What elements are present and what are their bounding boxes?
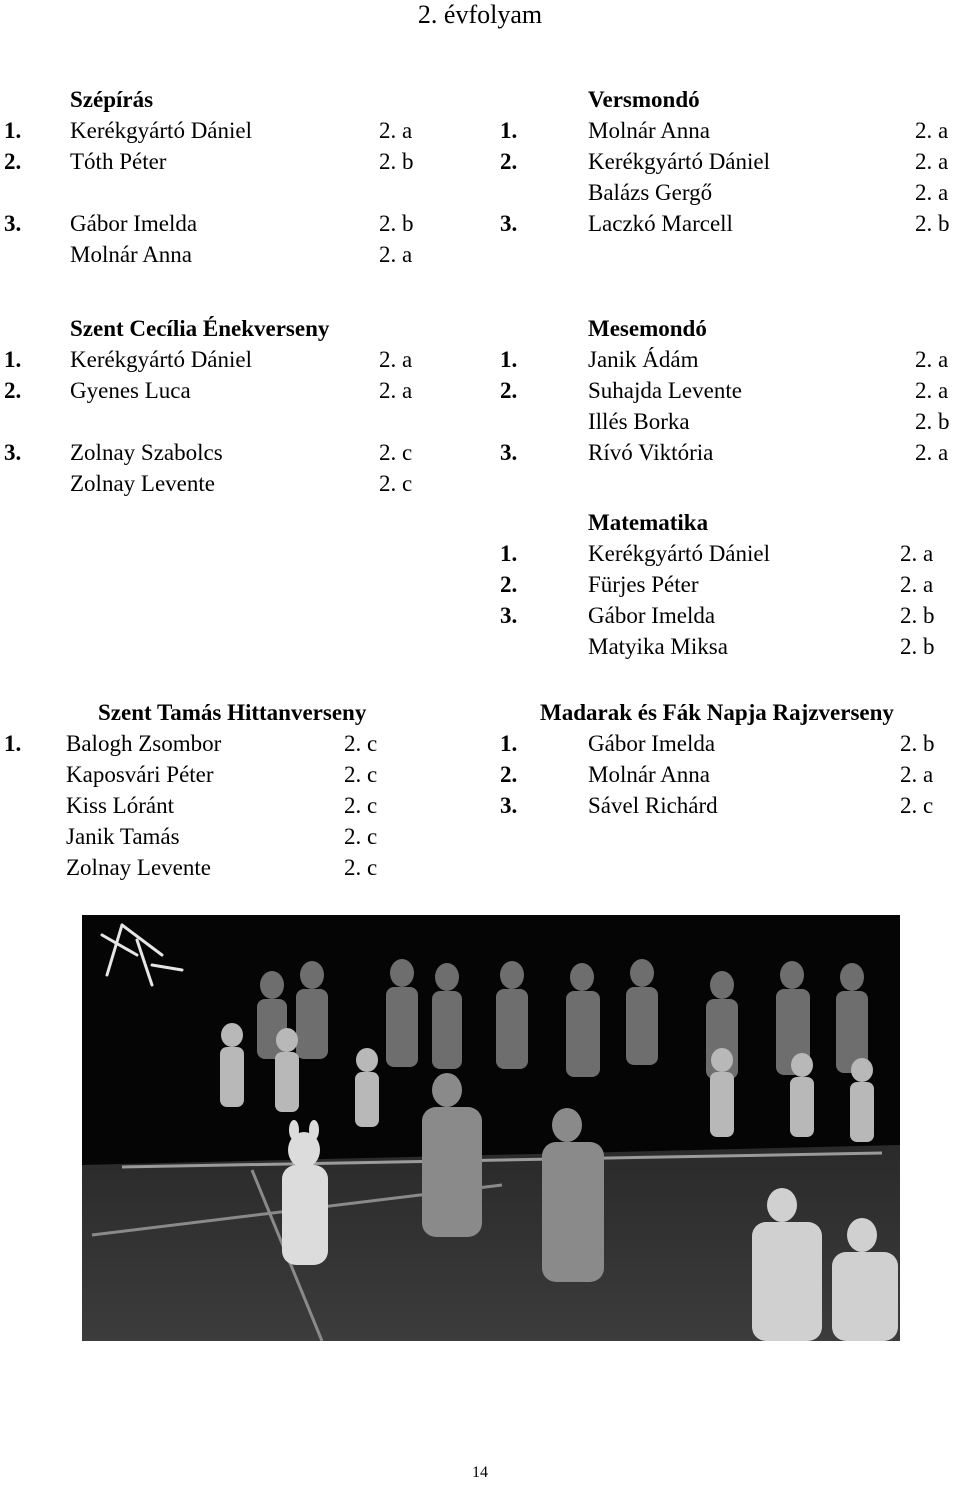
section-title: Madarak és Fák Napja Rajzverseny [540,700,894,725]
list-item: 1. Kerékgyártó Dániel 2. a [4,347,413,372]
list-item: 2. Tóth Péter 2. b [4,149,414,174]
list-item: Kiss Lóránt 2. c [66,793,378,818]
list-item: Balázs Gergő 2. a [588,180,949,205]
section-title: Matematika [588,510,709,535]
section-szepiras [4,84,424,270]
list-item: Zolnay Levente 2. c [70,471,413,496]
list-item: 3. Laczkó Marcell 2. b [500,211,950,236]
list-item: 1. Kerékgyártó Dániel 2. a [4,118,413,143]
list-item: 2. Gyenes Luca 2. a [4,378,413,403]
list-item: 1. Gábor Imelda 2. b [500,731,935,756]
section-mesemondo [500,313,956,468]
list-item [4,406,424,437]
list-item: Matyika Miksa 2. b [588,634,935,659]
page-title: 2. évfolyam [417,0,543,29]
section-szent-tamas [4,697,424,883]
list-item: Kaposvári Péter 2. c [66,762,378,787]
event-photo [82,915,900,1341]
list-item: Janik Tamás 2. c [66,824,378,849]
list-item: 1. Balogh Zsombor 2. c [4,731,378,756]
list-item: 3. Zolnay Szabolcs 2. c [4,440,413,465]
list-item: 2. Fürjes Péter 2. a [500,572,934,597]
list-item: 2. Molnár Anna 2. a [500,762,934,787]
list-item: 1. Molnár Anna 2. a [500,118,949,143]
section-title: Szent Cecília Énekverseny [70,316,330,341]
list-item: Molnár Anna 2. a [70,242,413,267]
page-number: 14 [472,1464,488,1481]
section-versmondo [500,84,956,239]
list-item [4,177,424,208]
section-madarak-es-fak [500,697,958,821]
list-item: 3. Rívó Viktória 2. a [500,440,949,465]
section-matematika [500,507,956,662]
list-item: Illés Borka 2. b [588,409,950,434]
list-item: 2. Kerékgyártó Dániel 2. a [500,149,949,174]
event-photo-image [82,915,900,1341]
list-item: 1. Janik Ádám 2. a [500,347,949,372]
list-item: 2. Suhajda Levente 2. a [500,378,949,403]
list-item: Zolnay Levente 2. c [66,855,378,880]
section-title: Szépírás [70,87,154,112]
section-title: Versmondó [588,87,700,112]
list-item: 3. Gábor Imelda 2. b [500,603,935,628]
list-item: 3. Sável Richárd 2. c [500,793,934,818]
section-szent-cecilia [4,313,424,499]
list-item: 3. Gábor Imelda 2. b [4,211,414,236]
section-title: Mesemondó [588,316,707,341]
list-item: 1. Kerékgyártó Dániel 2. a [500,541,934,566]
section-title: Szent Tamás Hittanverseny [98,700,367,725]
